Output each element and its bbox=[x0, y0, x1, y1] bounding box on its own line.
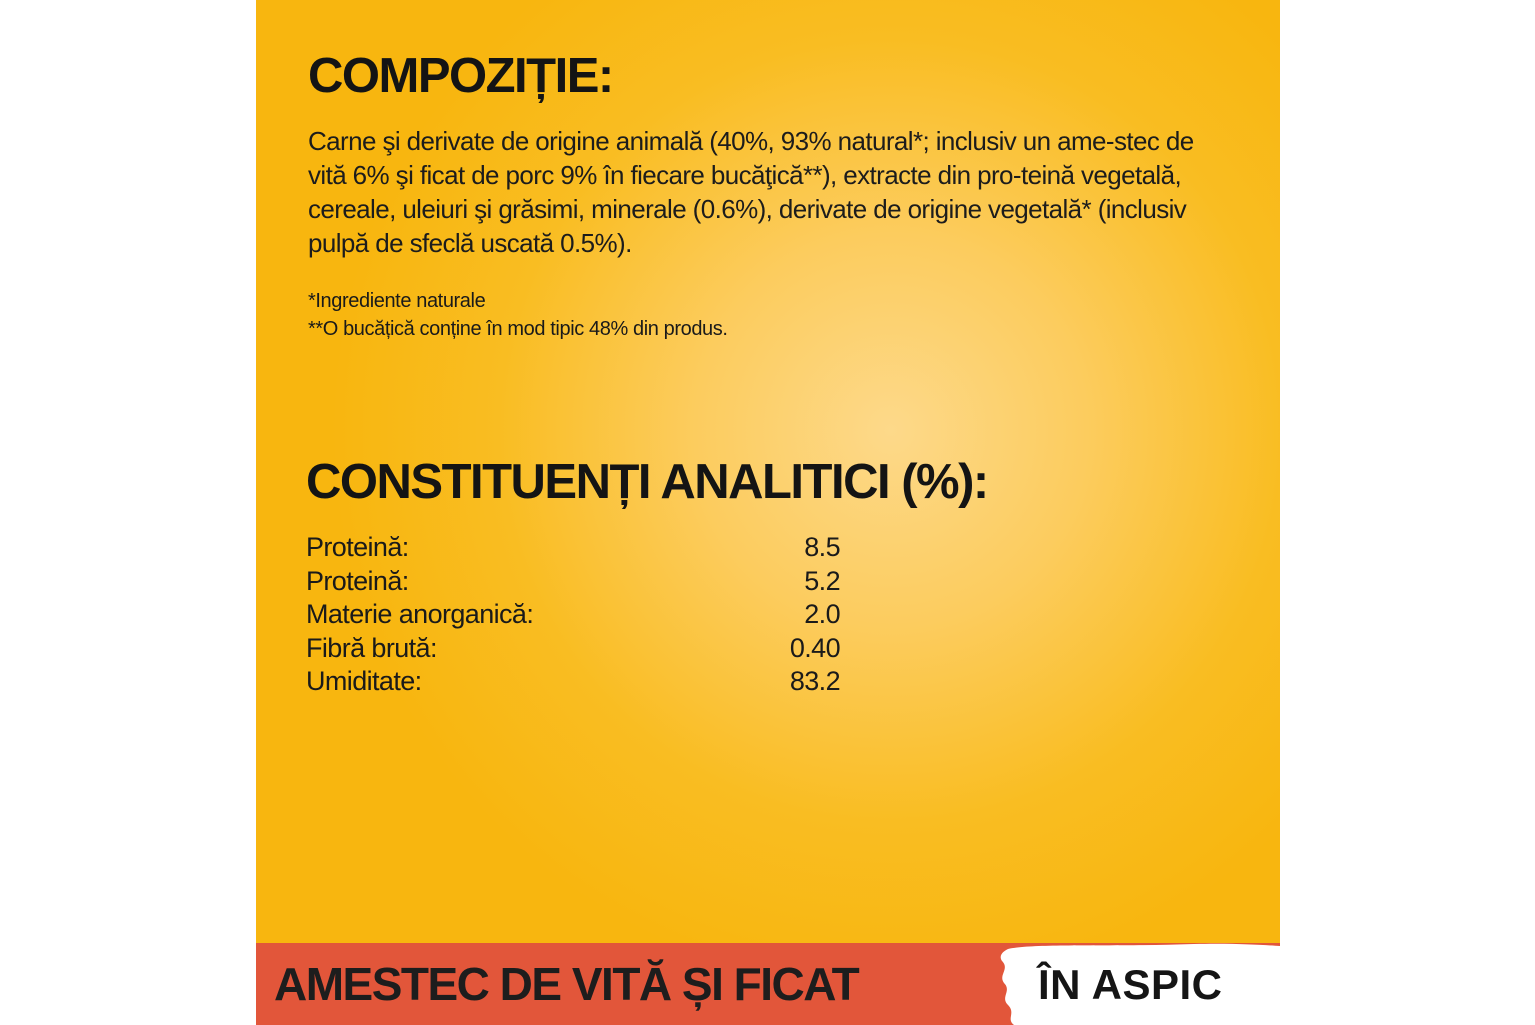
row-value: 2.0 bbox=[804, 599, 840, 629]
row-label: Proteină: bbox=[306, 565, 409, 596]
table-row bbox=[306, 598, 840, 632]
table-row bbox=[306, 565, 840, 599]
row-label: Materie anorganică: bbox=[306, 599, 534, 629]
composition-heading: COMPOZIȚIE: bbox=[308, 49, 613, 103]
product-label-panel bbox=[256, 0, 1280, 1025]
flavor-name: AMESTEC DE VITĂ ȘI FICAT bbox=[274, 958, 859, 1010]
table-row bbox=[306, 632, 840, 666]
composition-notes bbox=[308, 287, 728, 343]
note-piece-content: **O bucățică conține în mod tipic 48% din produs. bbox=[308, 318, 728, 340]
aspic-label bbox=[994, 943, 1280, 1025]
row-label: Umiditate: bbox=[306, 666, 422, 696]
aspic-text: ÎN ASPIC bbox=[1038, 961, 1223, 1008]
table-row bbox=[306, 531, 840, 565]
row-value: 5.2 bbox=[804, 565, 840, 596]
row-label: Proteină: bbox=[306, 532, 409, 562]
analytical-table bbox=[306, 531, 840, 699]
flavor-banner bbox=[256, 943, 1280, 1025]
note-natural-ingredients: *Ingrediente naturale bbox=[308, 290, 486, 312]
table-row bbox=[306, 665, 840, 699]
analytical-heading: CONSTITUENȚI ANALITICI (%): bbox=[306, 455, 988, 509]
row-value: 8.5 bbox=[804, 532, 840, 562]
composition-text: Carne şi derivate de origine animală (40%, 93% natural*; inclusiv un ame-stec de vită 6% şi ficat de porc 9% în fiecare bucăţică**), extracte din pro-teină vegetală, cereale, uleiuri şi grăsimi, minerale (0.6%), derivate de origine vegetală* (inclusiv pulpă de sfeclă uscată 0.5%). bbox=[308, 126, 1194, 258]
row-label: Fibră brută: bbox=[306, 632, 437, 663]
row-value: 83.2 bbox=[789, 666, 840, 696]
row-value: 0.40 bbox=[789, 632, 840, 663]
